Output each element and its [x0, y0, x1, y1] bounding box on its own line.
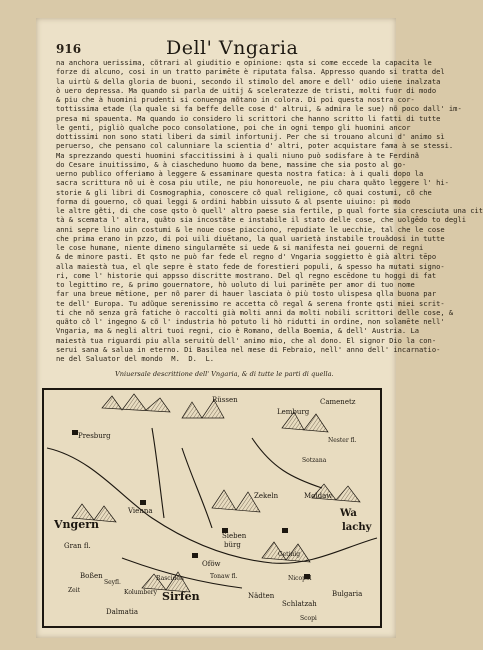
map-label: Lemburg	[277, 408, 310, 416]
map-label: Nester fl.	[328, 437, 357, 444]
text-line: maiestà tua riguardi piu alla seruitù dell' animo mio, che al dono. El signor Dio la con-	[56, 335, 437, 345]
text-line: do Cesare inuitissimo, & à ciascheduno huomo da bene, massime che sia posto al go-	[56, 159, 407, 169]
map-label: Bulgaria	[332, 590, 363, 598]
running-title: Dell' Vngaria	[166, 37, 299, 59]
map-label: Gran fl.	[64, 542, 91, 550]
text-line: Vngaria, ma & negli altri tuoi regni, cio è Romano, della Boemia, & dell' Austria. La	[56, 326, 420, 336]
text-line: uerno publico offeriamo à leggere & essaminare questa nostra fatica: à i quali dopo la	[56, 169, 424, 178]
text-line: & piu che à huomini prudenti si conuenga mõtano in colora. Di poi questa nostra cor-	[56, 95, 415, 104]
map-label: Kolumbery	[124, 589, 158, 596]
map-label: Tonaw fl.	[210, 573, 238, 580]
map-label: Rasciden	[156, 575, 184, 582]
page-number: 916	[56, 42, 82, 56]
map-label: bürg	[224, 541, 241, 549]
text-line: tottissima etade (la quale si fa beffe delle cose d' altrui, & admira le sue) nõ poco dall' im-	[56, 104, 462, 114]
text-line: forma di gouerno, cõ quai leggi & ordini habbin uissuto & al psente uiuino: pì modo	[56, 196, 411, 206]
text-line: tà & scemata l' altra, quãto sia incostãte e instabile il stato delle cose, che uolgēdo to degli	[56, 215, 466, 225]
map-label: Nädten	[248, 592, 275, 600]
map-label: Rüssen	[212, 396, 238, 404]
map-label: Dalmatia	[106, 608, 139, 616]
map-label: Schlatzah	[282, 600, 317, 608]
text-line: & de minore pasti. Et qsto ne può far fede el regno d' Vngaria soggietto è già altri tēpo	[56, 252, 437, 262]
text-line: peruerso, che pensano col calunniare la scientia d' altri, poter acquistare fama à se stessi.	[56, 141, 454, 151]
text-line: Ma sprezzando questi huomini sfaccitissimi à i quali niuno può sodisfare à te Ferdinã	[56, 150, 420, 160]
text-line: alla maiestà tua, el qle sepre è stato fede de forestieri populi, & spesso ha mutati signo-	[56, 261, 445, 271]
map-label: Zeit	[68, 587, 81, 594]
text-line: storie & gli libri di Cosmographia, conoscere cõ qual religione, cõ quai costumi, cõ che	[56, 187, 432, 197]
map-label: Oföw	[202, 560, 221, 568]
text-line: dottissimi non sono stati liberi da simil infortunij. Per che si trouano alcuni d' animo sì	[56, 132, 445, 141]
text-line: presa mi spauenta. Ma quando io considero li scrittori che hanno scritto li fatti di tutte	[56, 113, 441, 123]
text-line: serui sana & salua in eterno. Di Basilea nel mese di Febraio, nell' anno dell' incarnatio-	[56, 344, 441, 354]
body-text	[56, 58, 483, 363]
map-label: lachy	[342, 522, 372, 533]
map-label: Seyfl.	[104, 579, 121, 586]
map-label: Moldaw	[304, 492, 333, 500]
map-label: Vienna	[128, 507, 153, 515]
text-line: forze di alcuno, cosi in un tratto parimēte è riputata falsa. Appresso quando si tratta del	[56, 67, 445, 77]
page-header	[36, 37, 396, 60]
map-label: Sotzana	[302, 457, 327, 464]
map-label: Vngern	[54, 518, 100, 531]
map-label: Scopi	[300, 615, 317, 622]
map-label: Nicopol	[288, 575, 312, 582]
map-label: Wa	[340, 508, 357, 519]
map-label: Cetinig	[278, 551, 301, 558]
map-label: Camenetz	[320, 398, 356, 406]
map-label: Presburg	[78, 432, 111, 440]
map-label: Zekeln	[254, 492, 279, 500]
text-line: te dell' Europa. Tu adũque serenissimo re accetta cõ regal & serena fronte qsti miei scrit-	[56, 298, 445, 308]
text-line: to legittimo re, & primo gouernatore, hò uoluto di lui parimēte per amor di tuo nome	[56, 280, 415, 289]
text-line: ò uero depressa. Ma quando si parla de uitij & sceleratezze de tristi, molti fuor di modo	[56, 85, 437, 95]
map-caption: Vniuersale descrittione dell' Vngaria, & di tutte le parti di quella.	[115, 370, 334, 378]
text-line: sacra scrittura nõ ui è cosa piu utile, ne piu honoreuole, ne piu chara quãto leggere l' hi-	[56, 178, 449, 188]
text-line: ri, come l' historie qui appsso discritte mostrano. Del ql regno escēdone tu hoggi di fat	[56, 270, 437, 280]
text-line: ti che nõ senza grā fatiche ò raccolti già molti anni da molti nobili scrittori delle cose, &	[56, 307, 454, 317]
text-line: na anchora uerissima, cõtrari al giuditio e opinione: qsta si come eccede la capacita le	[56, 58, 432, 67]
text-line: la uirtù & della gloria de buoni, secondo il stimolo del amore e dell' odio uiene inalzata	[56, 76, 441, 86]
text-line: le genti, pigliò qualche poco consolatione, poi che in ogni tempo gli huomini ancor	[56, 122, 411, 132]
text-line: ne del Saluator del mondo M. D. L.	[56, 354, 215, 363]
map-label: Sirfen	[162, 590, 200, 603]
text-line: le altre gẽti, di che cose qsto ò quell' altro paese sia fertile, p qual forte sia cresciuta una cit	[56, 206, 483, 215]
text-line: quãto cõ l' ingegno & cõ l' industria hò potuto li hò ridutti in ordine, non solamēte nell'	[56, 317, 445, 326]
text-line: le cose humane, niente dimeno singularmēte si uede & si manifesta nei gouerni de regni	[56, 243, 424, 252]
map-label: Boßen	[80, 572, 103, 580]
text-line: anni sepre lino uin costumi & le noue cose piacciono, repudiate le uecchie, tal che le cose	[56, 224, 445, 234]
text-line: che prima erano in pzzo, di poi uili diuētano, la qual uarietà instabile trouãdosi in tutte	[56, 233, 445, 243]
woodcut-map-of-hungary	[42, 388, 382, 628]
map-label: Sieben	[222, 532, 247, 540]
text-line: far una breue mētione, per nõ parer di hauer lasciata ò più tosto ulispesa qlla buona par	[56, 289, 437, 299]
